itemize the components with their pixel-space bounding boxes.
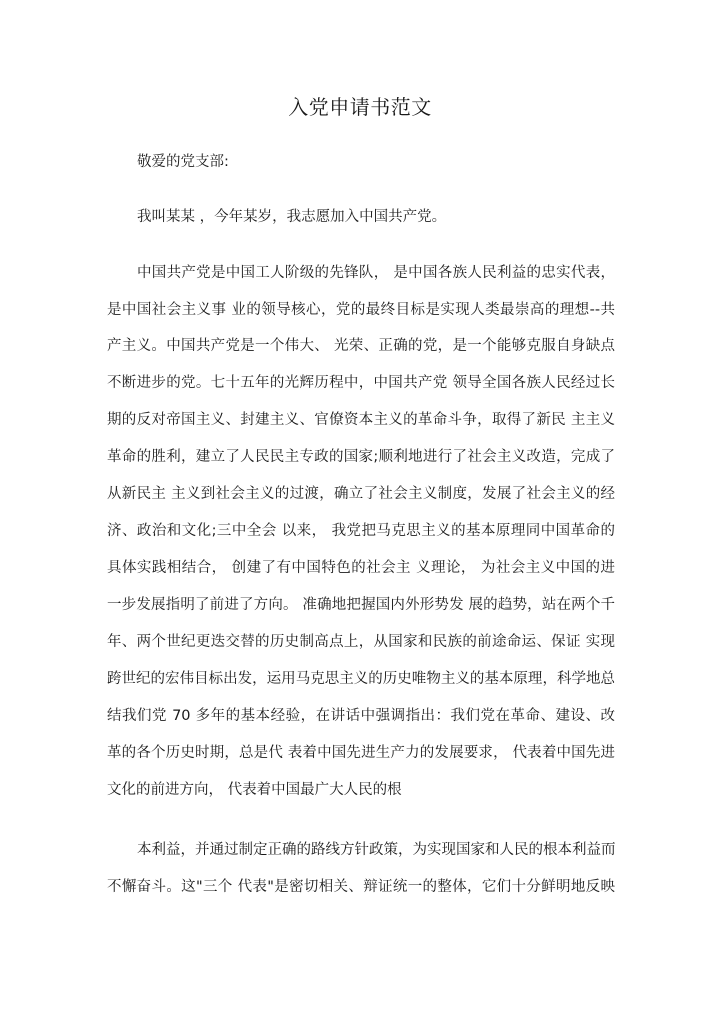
paragraph-line: 具体实践相结合， 创建了有中国特色的社会主 义理论， 为社会主义中国的进: [107, 560, 615, 576]
paragraph-line: 是中国社会主义事 业的领导核心，党的最终目标是实现人类最崇高的理想--共: [107, 302, 615, 318]
paragraph-line: 中国共产党是中国工人阶级的先锋队， 是中国各族人民利益的忠实代表，: [137, 265, 615, 281]
paragraph-line: 文化的前进方向， 代表着中国最广大人民的根: [107, 782, 402, 798]
paragraph-line: 期的反对帝国主义、封建主义、官僚资本主义的革命斗争，取得了新民 主主义: [107, 412, 615, 428]
paragraph-line: 革的各个历史时期，总是代 表着中国先进生产力的发展要求， 代表着中国先进: [107, 745, 615, 761]
page-title: 入党申请书范文: [288, 95, 432, 119]
paragraph-line: 不懈奋斗。这"三个 代表"是密切相关、辩证统一的整体，它们十分鲜明地反映: [107, 879, 615, 895]
paragraph-line: 产主义。中国共产党是一个伟大、 光荣、正确的党，是一个能够克服自身缺点: [107, 338, 615, 354]
intro-paragraph: 我叫某某 ，今年某岁，我志愿加入中国共产党。: [137, 209, 447, 225]
salutation: 敬爱的党支部:: [137, 154, 229, 170]
paragraph-line: 本利益，并通过制定正确的路线方针政策，为实现国家和人民的根本利益而: [137, 842, 615, 858]
paragraph-line: 跨世纪的宏伟目标出发，运用马克思主义的历史唯物主义的基本原理，科学地总: [107, 671, 615, 687]
paragraph-line: 结我们党 70 多年的基本经验，在讲话中强调指出：我们党在革命、建设、改: [107, 708, 615, 724]
paragraph-line: 一步发展指明了前进了方向。 准确地把握国内外形势发 展的趋势，站在两个千: [107, 597, 615, 613]
paragraph-line: 革命的胜利，建立了人民民主专政的国家;顺利地进行了社会主义改造，完成了: [107, 449, 615, 465]
paragraph-line: 从新民主 主义到社会主义的过渡，确立了社会主义制度，发展了社会主义的经: [107, 486, 615, 502]
paragraph-line: 不断进步的党。七十五年的光辉历程中，中国共产党 领导全国各族人民经过长: [107, 375, 615, 391]
paragraph-line: 济、政治和文化;三中全会 以来， 我党把马克思主义的基本原理同中国革命的: [107, 523, 615, 539]
paragraph-line: 年、两个世纪更迭交替的历史制高点上，从国家和民族的前途命运、保证 实现: [107, 634, 615, 650]
